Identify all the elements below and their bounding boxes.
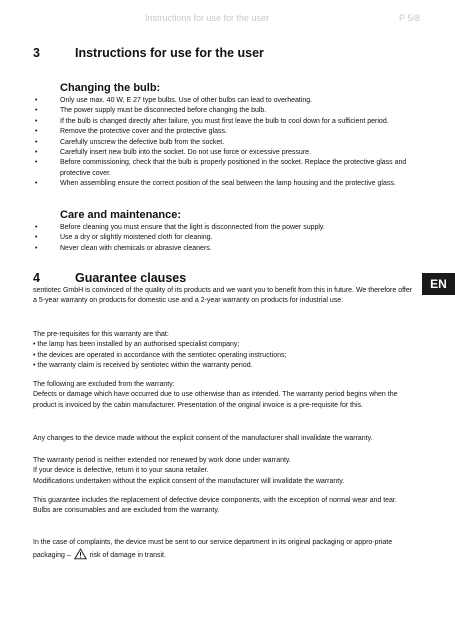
warning-triangle-icon [74, 548, 87, 560]
section-3-number: 3 [33, 46, 40, 60]
list-item: • Never clean with chemicals or abrasive cleaners. [35, 244, 212, 252]
changes-block: Any changes to the device made without the explicit consent of the manufacturer shall invalidate the warranty. [33, 435, 373, 442]
section-4-number: 4 [33, 271, 40, 285]
section-4-heading [33, 271, 186, 285]
list-item: • the warranty claim is received by sentiotec within the warranty period. [33, 362, 253, 370]
warranty-period-block [33, 456, 417, 487]
text-line: Modifications undertaken without the explicit consent of the manufacturer will invalidate the warranty. [33, 477, 345, 485]
list-item: • Only use max. 40 W, E 27 type bulbs. Use of other bulbs can lead to overheating. [35, 97, 313, 104]
list-item: • The power supply must be disconnected before changing the bulb. [35, 107, 267, 115]
list-item: • Remove the protective cover and the protective glass. [35, 128, 227, 136]
care-list [35, 223, 425, 254]
prerequisites-title: The pre-requisites for this warranty are that: [33, 331, 169, 338]
list-item: • Carefully unscrew the defective bulb from the socket. [35, 138, 225, 146]
exclusions-block [33, 380, 417, 411]
section-3-heading [33, 46, 264, 60]
list-item: • Before cleaning you must ensure that the light is disconnected from the power supply. [35, 224, 325, 231]
exclusions-title: The following are excluded from the warranty: [33, 381, 175, 388]
list-item: • the devices are operated in accordance with the sentiotec operating instructions; [33, 351, 287, 359]
list-item: • the lamp has been installed by an authorised specialist company; [33, 341, 240, 349]
text-line: This guarantee includes the replacement of defective device components, with the exception of normal wear and tear. [33, 497, 397, 504]
list-item: • When assembling ensure the correct position of the seal between the lamp housing and the protective glass. [35, 180, 396, 188]
text-line: Bulbs are consumables and are excluded from the warranty. [33, 507, 220, 515]
replacement-block [33, 496, 417, 517]
list-item: • Use a dry or slightly moistened cloth for cleaning. [35, 234, 213, 242]
prerequisites-block [33, 330, 417, 372]
bulb-list [35, 96, 425, 190]
list-item: • Before commissioning, check that the bulb is properly positioned in the socket. Replace the protective glass and protective cover. [35, 159, 407, 177]
header-page-number: P 5/8 [399, 13, 420, 23]
care-heading: Care and maintenance: [60, 209, 182, 221]
section-4-title: Guarantee clauses [75, 271, 187, 285]
complaints-block: In the case of complaints, the device must be sent to our service department in its original packaging or appro-priate packaging – risk of damage in transit. [33, 539, 393, 560]
bulb-heading: Changing the bulb: [60, 82, 161, 94]
list-item: • Carefully insert new bulb into the socket. Do not use force or excessive pressure. [35, 149, 311, 157]
header-title: Instructions for use for the user [145, 13, 270, 23]
page-header [0, 13, 455, 27]
section-3-title: Instructions for use for the user [75, 46, 264, 60]
exclusions-text: Defects or damage which have occurred due to use otherwise than as intended. The warranty period begins when the product is invoiced by the cabin manufacturer. Presentation of the original invoice is a pre-requisite for this. [33, 391, 398, 409]
language-badge: EN [422, 273, 455, 295]
list-item: • If the bulb is changed directly after failure, you must first leave the bulb to cool down for a sufficient period. [35, 117, 389, 125]
text-line: The warranty period is neither extended nor renewed by work done under warranty. [33, 457, 291, 464]
text-line: If your device is defective, return it to your sauna retailer. [33, 467, 209, 475]
warranty-intro: sentiotec GmbH is convinced of the quality of its products and we want you to benefit from this in future. We therefore offer a 5-year warranty on products for domestic use and a 2-year warranty on products for industrial use. [33, 287, 413, 305]
